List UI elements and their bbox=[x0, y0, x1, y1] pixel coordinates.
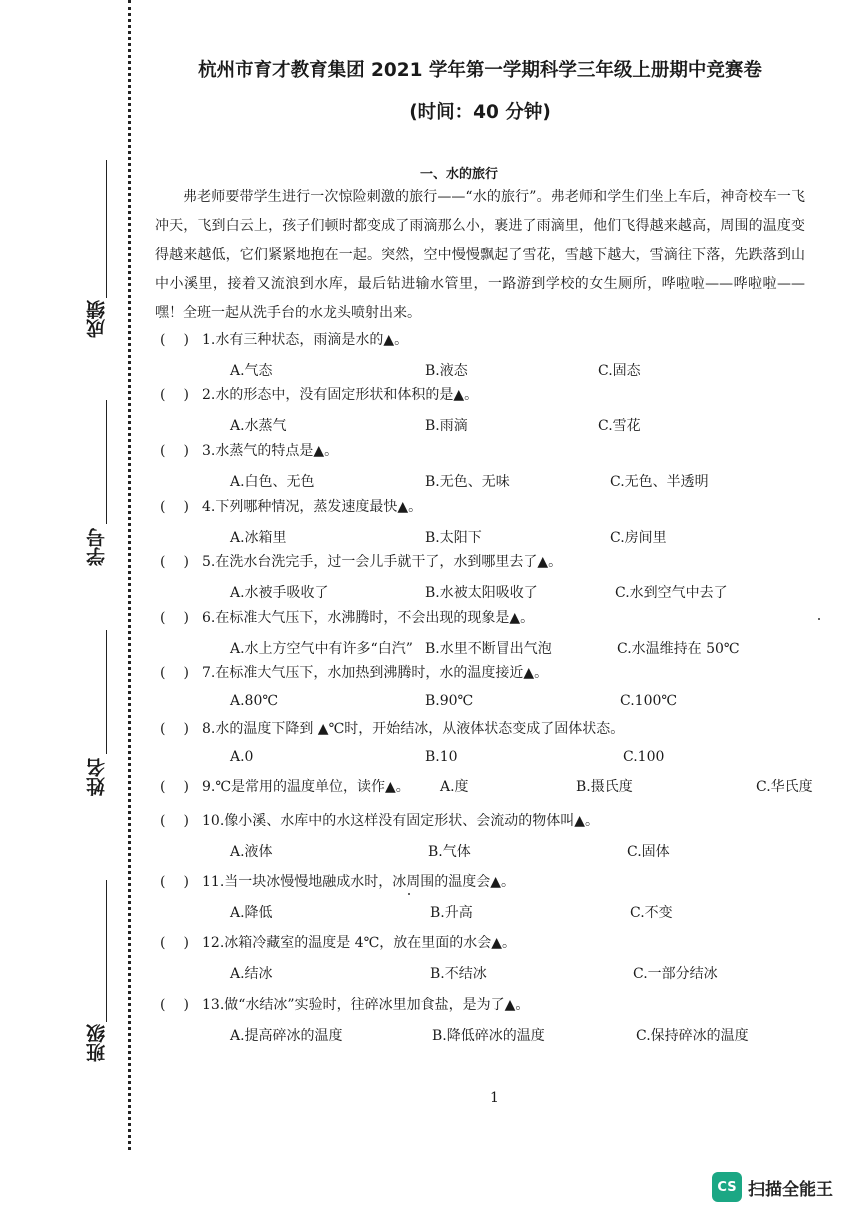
scan-speck bbox=[408, 893, 410, 895]
option-c: C.固体 bbox=[627, 844, 670, 860]
paren-close: ) bbox=[183, 874, 189, 890]
paren-close: ) bbox=[183, 665, 189, 681]
option-a: A.结冰 bbox=[230, 966, 273, 982]
question-4 bbox=[160, 496, 422, 516]
option-b: B.雨滴 bbox=[425, 418, 468, 434]
option-b: B.90℃ bbox=[425, 693, 474, 709]
option-a: A.0 bbox=[230, 749, 254, 765]
question-13 bbox=[160, 994, 529, 1014]
question-text: 2.水的形态中，没有固定形状和体积的是▲。 bbox=[202, 387, 479, 403]
paren-open: ( bbox=[160, 997, 166, 1013]
student-id-field bbox=[82, 400, 122, 580]
paren-open: ( bbox=[160, 554, 166, 570]
option-b: B.无色、无味 bbox=[425, 474, 510, 490]
page-number: 1 bbox=[490, 1090, 499, 1106]
paren-open: ( bbox=[160, 665, 166, 681]
paren-close: ) bbox=[183, 499, 189, 515]
question-text: 10.像小溪、水库中的水这样没有固定形状、会流动的物体叫▲。 bbox=[202, 813, 600, 829]
question-12 bbox=[160, 932, 516, 952]
question-10 bbox=[160, 810, 599, 830]
question-text: 5.在洗水台洗完手，过一会儿手就干了，水到哪里去了▲。 bbox=[202, 554, 563, 570]
question-5 bbox=[160, 551, 562, 571]
question-text: 1.水有三种状态，雨滴是水的▲。 bbox=[202, 332, 409, 348]
paren-open: ( bbox=[160, 387, 166, 403]
option-b: B.太阳下 bbox=[425, 530, 482, 546]
option-a: A.降低 bbox=[230, 905, 273, 921]
option-c: C.无色、半透明 bbox=[610, 474, 709, 490]
paren-open: ( bbox=[160, 443, 166, 459]
scanner-brand-text: 扫描全能王 bbox=[748, 1179, 833, 1200]
option-c: C.保持碎冰的温度 bbox=[636, 1028, 749, 1044]
option-a: A.液体 bbox=[230, 844, 273, 860]
answer-blank[interactable] bbox=[160, 874, 202, 890]
paren-close: ) bbox=[183, 332, 189, 348]
paren-close: ) bbox=[183, 935, 189, 951]
option-a: A.水上方空气中有许多“白汽” bbox=[230, 641, 413, 657]
name-blank-line bbox=[106, 630, 107, 754]
student-id-label: 学号 bbox=[86, 528, 108, 566]
answer-blank[interactable] bbox=[160, 721, 202, 737]
question-text: 8.水的温度下降到 ▲℃时，开始结冰，从液体状态变成了固体状态。 bbox=[202, 721, 625, 737]
answer-blank[interactable] bbox=[160, 665, 202, 681]
answer-blank[interactable] bbox=[160, 813, 202, 829]
paren-open: ( bbox=[160, 813, 166, 829]
answer-blank[interactable] bbox=[160, 554, 202, 570]
answer-blank[interactable] bbox=[160, 779, 202, 795]
paren-close: ) bbox=[183, 813, 189, 829]
answer-blank[interactable] bbox=[160, 499, 202, 515]
answer-blank[interactable] bbox=[160, 387, 202, 403]
option-c: C.一部分结冰 bbox=[633, 966, 718, 982]
section-heading: 一、水的旅行 bbox=[420, 167, 499, 182]
paren-open: ( bbox=[160, 721, 166, 737]
paren-close: ) bbox=[183, 610, 189, 626]
option-a: A.提高碎冰的温度 bbox=[230, 1028, 343, 1044]
question-3 bbox=[160, 440, 338, 460]
answer-blank[interactable] bbox=[160, 997, 202, 1013]
answer-blank[interactable] bbox=[160, 443, 202, 459]
option-a: A.水被手吸收了 bbox=[230, 585, 329, 601]
class-blank-line bbox=[106, 880, 107, 1022]
binding-dotted-line bbox=[128, 0, 131, 1150]
paren-close: ) bbox=[183, 997, 189, 1013]
question-text: 4.下列哪种情况，蒸发速度最快▲。 bbox=[202, 499, 423, 515]
paren-close: ) bbox=[183, 554, 189, 570]
option-b: B.气体 bbox=[428, 844, 471, 860]
paren-close: ) bbox=[183, 779, 189, 795]
question-text: 11.当一块冰慢慢地融成水时，冰周围的温度会▲。 bbox=[202, 874, 516, 890]
score-label: 成绩 bbox=[86, 300, 108, 338]
option-b: B.摄氏度 bbox=[576, 779, 633, 795]
question-6 bbox=[160, 607, 534, 627]
name-label: 姓名 bbox=[86, 758, 108, 796]
question-text: 12.冰箱冷藏室的温度是 4℃，放在里面的水会▲。 bbox=[202, 935, 517, 951]
paren-open: ( bbox=[160, 499, 166, 515]
name-field bbox=[82, 630, 122, 810]
paren-close: ) bbox=[183, 721, 189, 737]
question-2 bbox=[160, 384, 478, 404]
scanner-logo-icon: CS bbox=[712, 1172, 742, 1202]
option-c: C.水到空气中去了 bbox=[615, 585, 728, 601]
option-c: C.100℃ bbox=[620, 693, 678, 709]
question-text: 9.℃是常用的温度单位，读作▲。 bbox=[202, 779, 410, 795]
option-b: B.10 bbox=[425, 749, 458, 765]
question-7 bbox=[160, 662, 548, 682]
option-a: A.冰箱里 bbox=[230, 530, 287, 546]
question-9 bbox=[160, 776, 410, 796]
option-b: B.降低碎冰的温度 bbox=[432, 1028, 545, 1044]
option-a: A.水蒸气 bbox=[230, 418, 287, 434]
answer-blank[interactable] bbox=[160, 610, 202, 626]
question-1 bbox=[160, 329, 408, 349]
option-b: B.升高 bbox=[430, 905, 473, 921]
option-a: A.度 bbox=[440, 779, 469, 795]
option-c: C.华氏度 bbox=[756, 779, 813, 795]
paren-open: ( bbox=[160, 874, 166, 890]
exam-duration: (时间：40 分钟) bbox=[409, 102, 551, 123]
question-text: 7.在标准大气压下，水加热到沸腾时，水的温度接近▲。 bbox=[202, 665, 549, 681]
question-8 bbox=[160, 718, 624, 738]
paren-close: ) bbox=[183, 387, 189, 403]
paren-open: ( bbox=[160, 332, 166, 348]
question-text: 13.做“水结冰”实验时，往碎冰里加食盐，是为了▲。 bbox=[202, 997, 530, 1013]
answer-blank[interactable] bbox=[160, 935, 202, 951]
option-b: B.水被太阳吸收了 bbox=[425, 585, 538, 601]
option-c: C.水温维持在 50℃ bbox=[617, 641, 740, 657]
option-b: B.液态 bbox=[425, 363, 468, 379]
question-11 bbox=[160, 871, 515, 891]
option-c: C.固态 bbox=[598, 363, 641, 379]
student-id-blank-line bbox=[106, 400, 107, 524]
question-text: 3.水蒸气的特点是▲。 bbox=[202, 443, 339, 459]
scanner-watermark bbox=[712, 1172, 833, 1202]
option-b: B.不结冰 bbox=[430, 966, 487, 982]
paren-open: ( bbox=[160, 779, 166, 795]
story-paragraph: 弗老师要带学生进行一次惊险刺激的旅行——“水的旅行”。弗老师和学生们坐上车后，神奇校车一飞冲天，飞到白云上，孩子们顿时都变成了雨滴那么小，裹进了雨滴里，他们飞得越来越高，周围的温度变得越来越低，它们紧紧地抱在一起。突然，空中慢慢飘起了雪花，雪越下越大，雪滴往下落，先跌落到山中小溪里，接着又流浪到水库，最后钻进输水管里，一路游到学校的女生厕所，哗啦啦——哗啦啦——嘿！全班一起从洗手台的水龙头喷射出来。 bbox=[155, 189, 805, 321]
score-blank-line bbox=[106, 160, 107, 298]
class-label: 班级 bbox=[86, 1024, 108, 1062]
class-field bbox=[82, 880, 122, 1080]
option-c: C.100 bbox=[623, 749, 665, 765]
option-c: C.房间里 bbox=[610, 530, 667, 546]
option-a: A.白色、无色 bbox=[230, 474, 315, 490]
question-text: 6.在标准大气压下，水沸腾时，不会出现的现象是▲。 bbox=[202, 610, 535, 626]
scan-speck bbox=[818, 618, 820, 620]
score-field bbox=[82, 160, 122, 350]
exam-title: 杭州市育才教育集团 2021 学年第一学期科学三年级上册期中竞赛卷 bbox=[198, 60, 762, 81]
option-c: C.不变 bbox=[630, 905, 673, 921]
option-a: A.气态 bbox=[230, 363, 273, 379]
paren-open: ( bbox=[160, 610, 166, 626]
option-b: B.水里不断冒出气泡 bbox=[425, 641, 552, 657]
answer-blank[interactable] bbox=[160, 332, 202, 348]
paren-close: ) bbox=[183, 443, 189, 459]
option-a: A.80℃ bbox=[230, 693, 279, 709]
option-c: C.雪花 bbox=[598, 418, 641, 434]
paren-open: ( bbox=[160, 935, 166, 951]
